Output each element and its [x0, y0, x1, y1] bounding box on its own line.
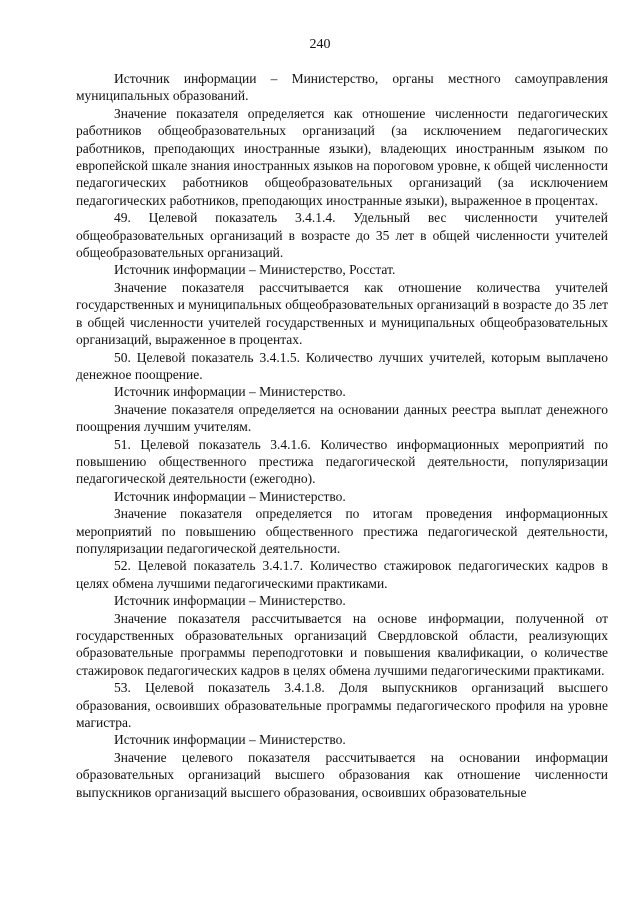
paragraph-source-info-1: Источник информации – Министерство, органы местного самоуправления муниципальных образований. [76, 71, 608, 104]
paragraph-indicator-50: 50. Целевой показатель 3.4.1.5. Количество лучших учителей, которым выплачено денежное поощрение. [76, 349, 608, 382]
paragraph-calculation-description-1: Значение показателя определяется как отношение численности педагогических работников общеобразовательных организаций (за исключением педагогических работников, преподающих иностранные языки), владеющих иностранным языком по европейской шкале знания иностранных языков на пороговом уровне, к общей численности педагогических работников общеобразовательных организаций (за исключением педагогических работников, преподающих иностранные языки), выраженное в процентах. [76, 105, 608, 208]
paragraph-indicator-53: 53. Целевой показатель 3.4.1.8. Доля выпускников организаций высшего образования, освоивших образовательные программы педагогического профиля на уровне магистра. [76, 680, 608, 731]
paragraph-calculation-description-6: Значение целевого показателя рассчитывается на основании информации образовательных организаций высшего образования как отношение численности выпускников организаций высшего образования, освоивших образовательные [76, 749, 608, 800]
page-number: 240 [309, 37, 331, 52]
document-body [76, 70, 608, 801]
paragraph-source-info-6: Источник информации – Министерство. [114, 732, 346, 748]
paragraph-source-info-3: Источник информации – Министерство. [114, 384, 346, 400]
paragraph-indicator-52: 52. Целевой показатель 3.4.1.7. Количество стажировок педагогических кадров в целях обмена лучшими педагогическими практиками. [76, 558, 608, 591]
paragraph-source-info-4: Источник информации – Министерство. [114, 488, 346, 504]
paragraph-calculation-description-4: Значение показателя определяется по итогам проведения информационных мероприятий по повышению общественного престижа педагогической деятельности, популяризации педагогической деятельности. [76, 506, 608, 556]
paragraph-calculation-description-2: Значение показателя рассчитывается как отношение количества учителей государственных и муниципальных общеобразовательных организаций в возрасте до 35 лет в общей численности учителей государственных и муниципальных общеобразовательных организаций, выраженное в процентах. [76, 279, 608, 348]
paragraph-indicator-49: 49. Целевой показатель 3.4.1.4. Удельный вес численности учителей общеобразовательных организаций в возрасте до 35 лет в общей численности учителей общеобразовательных организаций. [76, 210, 608, 261]
paragraph-source-info-5: Источник информации – Министерство. [114, 593, 346, 609]
paragraph-calculation-description-5: Значение показателя рассчитывается на основе информации, полученной от государственных образовательных организаций Свердловской области, реализующих образовательные программы переподготовки и повышения квалификации, о количестве стажировок педагогических кадров в целях обмена лучшими педагогическими практиками. [76, 610, 608, 678]
paragraph-source-info-2: Источник информации – Министерство, Росстат. [114, 262, 396, 278]
paragraph-indicator-51: 51. Целевой показатель 3.4.1.6. Количество информационных мероприятий по повышению общественного престижа педагогической деятельности, популяризации педагогической деятельности (ежегодно). [76, 436, 608, 487]
paragraph-calculation-description-3: Значение показателя определяется на основании данных реестра выплат денежного поощрения лучшим учителям. [76, 401, 608, 435]
